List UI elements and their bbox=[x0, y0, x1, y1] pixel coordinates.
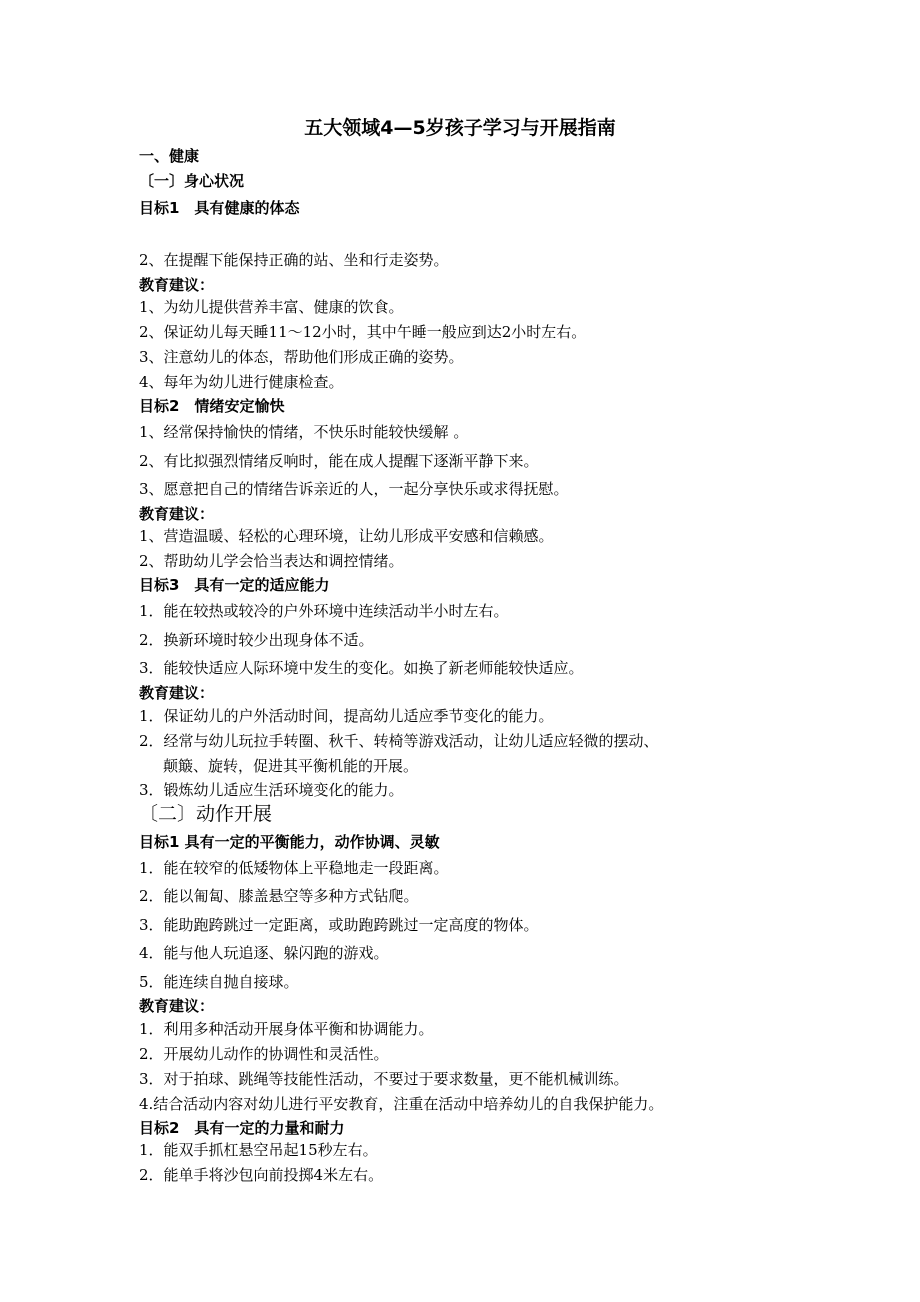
paragraph-line: 1．能双手抓杠悬空吊起15秒左右。 bbox=[139, 1141, 378, 1159]
paragraph-line: 1、营造温暖、轻松的心理环境，让幼儿形成平安感和信赖感。 bbox=[139, 527, 554, 545]
section-heading: 一、健康 bbox=[139, 147, 200, 165]
paragraph-line: 2．开展幼儿动作的协调性和灵活性。 bbox=[139, 1045, 389, 1063]
paragraph-line: 2．能以匍匐、膝盖悬空等多种方式钻爬。 bbox=[139, 887, 419, 905]
goal-heading: 目标1 具有一定的平衡能力，动作协调、灵敏 bbox=[139, 833, 440, 851]
paragraph-line: 1．能在较窄的低矮物体上平稳地走一段距离。 bbox=[139, 859, 449, 877]
paragraph-line: 4.结合活动内容对幼儿进行平安教育，注重在活动中培养幼儿的自我保护能力。 bbox=[139, 1095, 664, 1113]
paragraph-line: 3、愿意把自己的情绪告诉亲近的人，一起分享快乐或求得抚慰。 bbox=[139, 480, 569, 498]
paragraph-line: 1、为幼儿提供营养丰富、健康的饮食。 bbox=[139, 298, 404, 316]
goal-heading: 目标2 情绪安定愉快 bbox=[139, 397, 285, 415]
paragraph-line: 3、注意幼儿的体态，帮助他们形成正确的姿势。 bbox=[139, 348, 464, 366]
paragraph-line: 2、保证幼儿每天睡11～12小时，其中午睡一般应到达2小时左右。 bbox=[139, 323, 587, 341]
paragraph-line: 3．对于拍球、跳绳等技能性活动，不要过于要求数量，更不能机械训练。 bbox=[139, 1070, 629, 1088]
paragraph-line: 2、在提醒下能保持正确的站、坐和行走姿势。 bbox=[139, 251, 449, 269]
subsection-heading: 〔二〕动作开展 bbox=[139, 803, 273, 825]
advice-heading: 教育建议： bbox=[139, 684, 215, 702]
advice-heading: 教育建议： bbox=[139, 997, 215, 1015]
paragraph-line: 2．经常与幼儿玩拉手转圈、秋千、转椅等游戏活动，让幼儿适应轻微的摆动、 bbox=[139, 732, 659, 750]
goal-heading: 目标1 具有健康的体态 bbox=[139, 199, 300, 217]
paragraph-line: 4．能与他人玩追逐、躲闪跑的游戏。 bbox=[139, 944, 389, 962]
advice-heading: 教育建议： bbox=[139, 276, 215, 294]
goal-heading: 目标3 具有一定的适应能力 bbox=[139, 576, 330, 594]
advice-heading: 教育建议： bbox=[139, 505, 215, 523]
document-title: 五大领域4—5岁孩子学习与开展指南 bbox=[304, 117, 616, 139]
paragraph-line: 3．能助跑跨跳过一定距离，或助跑跨跳过一定高度的物体。 bbox=[139, 916, 539, 934]
paragraph-line: 5．能连续自抛自接球。 bbox=[139, 973, 299, 991]
paragraph-line: 4、每年为幼儿进行健康检查。 bbox=[139, 373, 344, 391]
paragraph-line: 2．换新环境时较少出现身体不适。 bbox=[139, 631, 374, 649]
paragraph-line: 1．保证幼儿的户外活动时间，提高幼儿适应季节变化的能力。 bbox=[139, 707, 554, 725]
paragraph-line: 1．利用多种活动开展身体平衡和协调能力。 bbox=[139, 1020, 434, 1038]
paragraph-line: 2、有比拟强烈情绪反响时，能在成人提醒下逐渐平静下来。 bbox=[139, 452, 539, 470]
paragraph-line: 1．能在较热或较冷的户外环境中连续活动半小时左右。 bbox=[139, 602, 509, 620]
paragraph-line: 2．能单手将沙包向前投掷4米左右。 bbox=[139, 1166, 384, 1184]
paragraph-line: 2、帮助幼儿学会恰当表达和调控情绪。 bbox=[139, 552, 404, 570]
subsection-heading: 〔一〕身心状况 bbox=[139, 172, 245, 190]
paragraph-line: 1、经常保持愉快的情绪，不快乐时能较快缓解 。 bbox=[139, 423, 469, 441]
goal-heading: 目标2 具有一定的力量和耐力 bbox=[139, 1119, 345, 1137]
paragraph-line: 3．能较快适应人际环境中发生的变化。如换了新老师能较快适应。 bbox=[139, 659, 584, 677]
paragraph-line-continued: 颠簸、旋转，促进其平衡机能的开展。 bbox=[163, 757, 419, 775]
paragraph-line: 3．锻炼幼儿适应生活环境变化的能力。 bbox=[139, 781, 404, 799]
